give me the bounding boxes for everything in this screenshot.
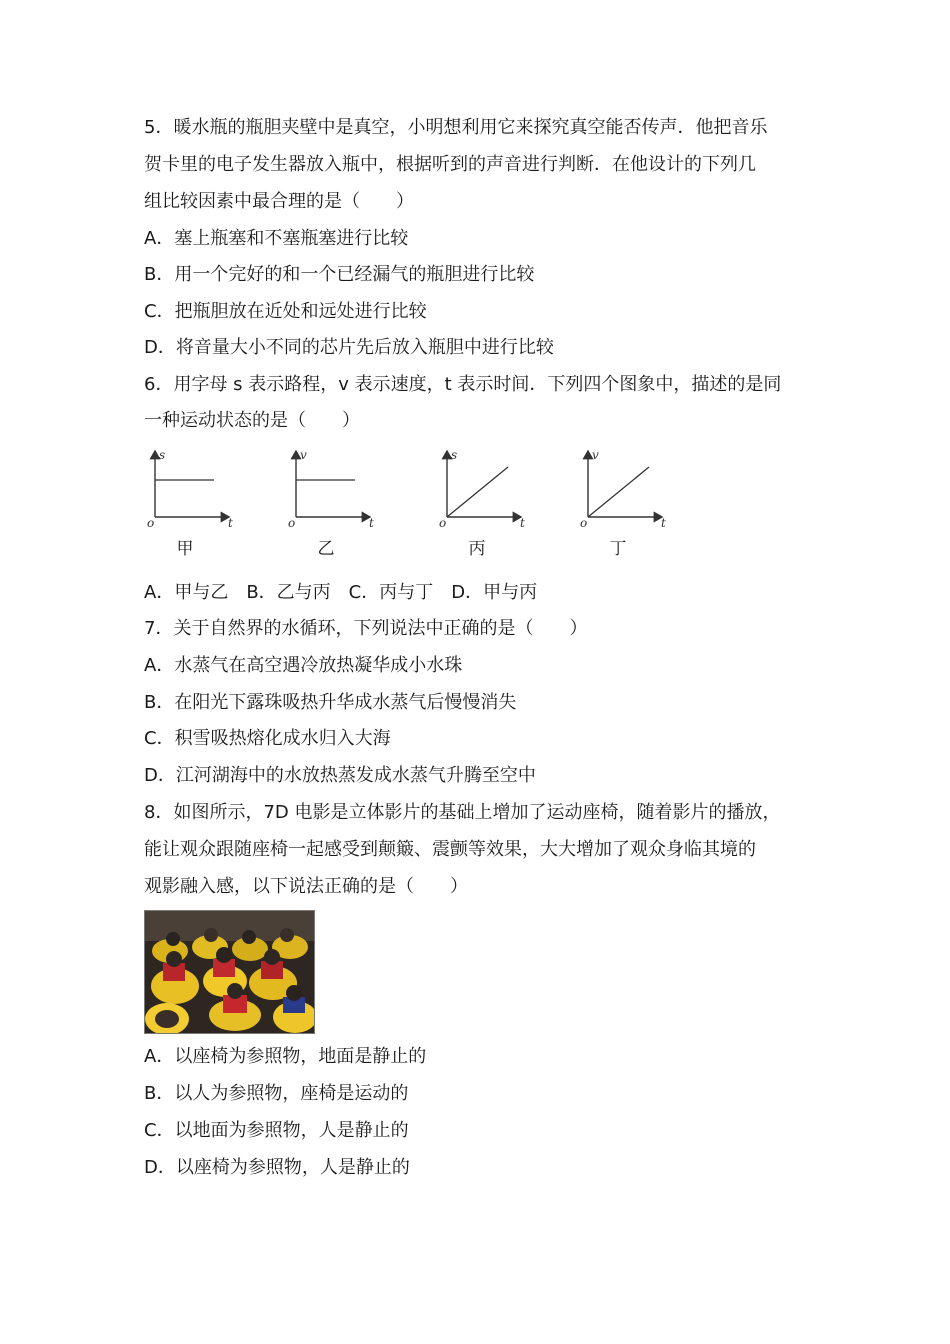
q8-option-c: C．以地面为参照物，人是静止的 [144, 1120, 409, 1141]
q8-option-b: B．以人为参照物，座椅是运动的 [144, 1083, 409, 1104]
graph-jia-origin: o [147, 516, 155, 530]
q5-option-d: D．将音量大小不同的芯片先后放入瓶胆中进行比较 [144, 337, 554, 358]
graph-jia-caption: 甲 [176, 539, 194, 559]
q7-option-a: A．水蒸气在高空遇冷放热凝华成小水珠 [144, 655, 463, 676]
q7-option-c: C．积雪吸热熔化成水归入大海 [144, 728, 391, 749]
graph-bing-origin: o [439, 516, 447, 530]
q8-option-a: A．以座椅为参照物，地面是静止的 [144, 1046, 427, 1067]
graph-yi-origin: o [288, 516, 296, 530]
cinema-photo [144, 910, 315, 1034]
graph-yi-caption: 乙 [317, 539, 335, 559]
graph-ding-x-label: t [661, 516, 666, 530]
q7-option-d: D．江河湖海中的水放热蒸发成水蒸气升腾至空中 [144, 765, 536, 786]
q8-stem-line-1: 8．如图所示，7D 电影是立体影片的基础上增加了运动座椅，随着影片的播放， [144, 802, 781, 823]
q5-stem-line-2: 贺卡里的电子发生器放入瓶中，根据听到的声音进行判断．在他设计的下列几 [144, 154, 756, 175]
q5-option-a: A．塞上瓶塞和不塞瓶塞进行比较 [144, 228, 409, 249]
q5-option-b: B．用一个完好的和一个已经漏气的瓶胆进行比较 [144, 264, 535, 285]
q5-stem-line-3: 组比较因素中最合理的是（ ） [144, 191, 414, 212]
q7-stem: 7．关于自然界的水循环，下列说法中正确的是（ ） [144, 618, 588, 639]
graph-jia-x-label: t [228, 516, 233, 530]
q8-option-d: D．以座椅为参照物，人是静止的 [144, 1157, 410, 1178]
q6-stem-line-1: 6．用字母 s 表示路程，v 表示速度，t 表示时间．下列四个图象中，描述的是同 [144, 374, 782, 395]
graph-ding-origin: o [580, 516, 588, 530]
motion-graphs [144, 445, 674, 563]
graph-yi-y-label: v [300, 448, 307, 462]
q6-stem-line-2: 一种运动状态的是（ ） [144, 410, 360, 431]
q8-stem-line-3: 观影融入感，以下说法正确的是（ ） [144, 876, 468, 897]
graph-yi-x-label: t [369, 516, 374, 530]
q6-options: A．甲与乙 B．乙与丙 C．丙与丁 D．甲与丙 [144, 582, 538, 603]
graph-bing [436, 445, 546, 563]
q8-stem-line-2: 能让观众跟随座椅一起感受到颠簸、震颤等效果，大大增加了观众身临其境的 [144, 839, 756, 860]
graph-ding-y-label: v [592, 448, 599, 462]
graph-ding-caption: 丁 [609, 539, 627, 559]
graph-jia-y-label: s [159, 448, 166, 462]
q5-option-c: C．把瓶胆放在近处和远处进行比较 [144, 301, 427, 322]
q5-stem-line-1: 5．暖水瓶的瓶胆夹壁中是真空，小明想利用它来探究真空能否传声．他把音乐 [144, 117, 768, 138]
graph-bing-x-label: t [520, 516, 525, 530]
graph-yi [285, 445, 395, 563]
q7-option-b: B．在阳光下露珠吸热升华成水蒸气后慢慢消失 [144, 692, 517, 713]
graph-jia [144, 445, 254, 563]
graph-ding [577, 445, 687, 563]
graph-bing-caption: 丙 [468, 539, 486, 559]
graph-bing-y-label: s [451, 448, 458, 462]
